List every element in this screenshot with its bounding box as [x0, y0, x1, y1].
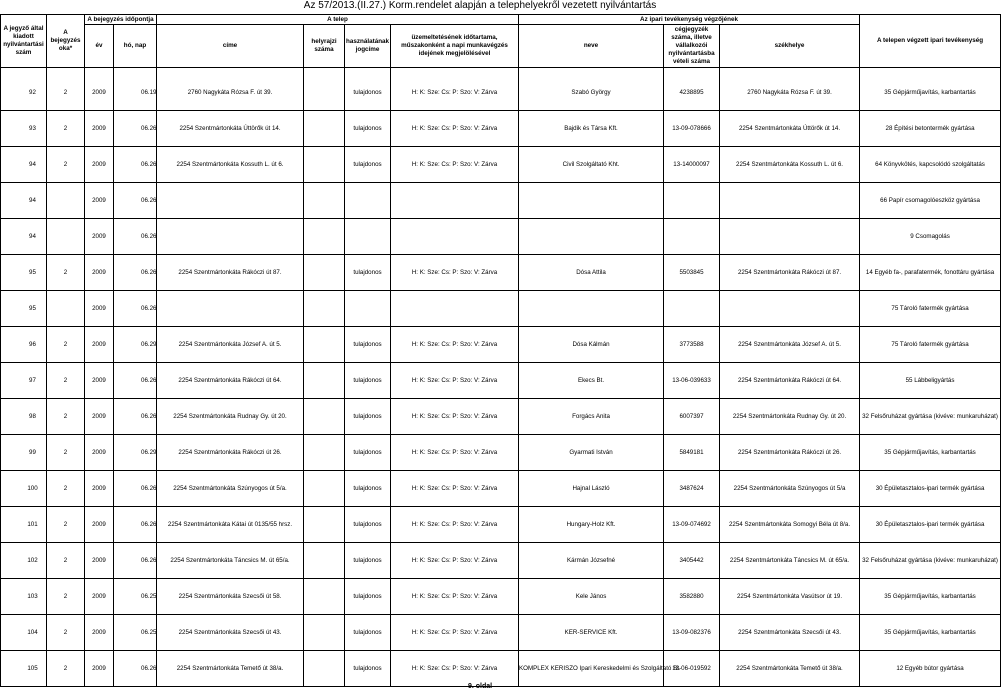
cell-hrsz — [304, 543, 345, 579]
cell-hrsz — [304, 183, 345, 219]
header-helyrajzi-szama: helyrajzi száma — [304, 25, 345, 68]
cell-tevekenyseg: 75 Tároló fatermék gyártása — [860, 291, 1001, 327]
cell-uzemeltetes: H: K: Sze: Cs: P: Szo: V: Zárva — [391, 651, 519, 687]
header-neve: neve — [519, 25, 664, 68]
cell-ho-nap: 06.29 — [114, 327, 157, 363]
cell-uzemeltetes — [391, 291, 519, 327]
header-cime: címe — [157, 25, 304, 68]
table-row — [1, 435, 1001, 471]
cell-szekhely: 2254 Szentmártonkáta Úttörők út 14. — [720, 111, 860, 147]
cell-oka: 2 — [47, 363, 85, 399]
cell-uzemeltetes: H: K: Sze: Cs: P: Szo: V: Zárva — [391, 255, 519, 291]
cell-oka: 2 — [47, 111, 85, 147]
cell-szam: 100 — [1, 471, 47, 507]
cell-cegjegyzek: 4238895 — [664, 75, 720, 111]
cell-cegjegyzek: 13-14000097 — [664, 147, 720, 183]
cell-jogcim: tulajdonos — [345, 75, 391, 111]
cell-oka: 2 — [47, 327, 85, 363]
cell-neve: Ekecs Bt. — [519, 363, 664, 399]
cell-hrsz — [304, 111, 345, 147]
cell-tevekenyseg: 35 Gépjárműjavítás, karbantartás — [860, 75, 1001, 111]
header-cegjegyzek: cégjegyzék száma, illetve vállalkozói nyilvántartásba vételi száma — [664, 25, 720, 68]
cell-szam: 102 — [1, 543, 47, 579]
cell-uzemeltetes — [391, 219, 519, 255]
cell-szekhely: 2254 Szentmártonkáta Rákóczi út 26. — [720, 435, 860, 471]
cell-neve: Hungary-Holz Kft. — [519, 507, 664, 543]
cell-cegjegyzek: 3487624 — [664, 471, 720, 507]
cell-ho-nap: 06.26 — [114, 543, 157, 579]
cell-cegjegyzek: 13-09-074692 — [664, 507, 720, 543]
cell-hrsz — [304, 471, 345, 507]
cell-hrsz — [304, 255, 345, 291]
table-row — [1, 543, 1001, 579]
cell-neve: Szabó György — [519, 75, 664, 111]
cell-cime: 2254 Szentmártonkáta Rákóczi út 87. — [157, 255, 304, 291]
cell-ho-nap: 06.26 — [114, 651, 157, 687]
cell-jogcim: tulajdonos — [345, 579, 391, 615]
cell-szekhely: 2760 Nagykáta Rózsa F. út 39. — [720, 75, 860, 111]
cell-szekhely: 2254 Szentmártonkáta Rákóczi út 87. — [720, 255, 860, 291]
cell-oka: 2 — [47, 255, 85, 291]
cell-tevekenyseg: 32 Felsőruházat gyártása (kivéve: munkaruházat) — [860, 543, 1001, 579]
header-ipari-tevekenyseg-vegzoje: Az ipari tevékenység végzőjének — [519, 15, 860, 25]
cell-cime: 2254 Szentmártonkáta Kátai út 0135/55 hrsz. — [157, 507, 304, 543]
cell-szam: 96 — [1, 327, 47, 363]
cell-cime — [157, 183, 304, 219]
header-row-1 — [1, 15, 1001, 25]
table-row — [1, 507, 1001, 543]
cell-cime: 2254 Szentmártonkáta Rákóczi út 64. — [157, 363, 304, 399]
cell-uzemeltetes: H: K: Sze: Cs: P: Szo: V: Zárva — [391, 363, 519, 399]
cell-cegjegyzek: 13-09-082376 — [664, 615, 720, 651]
cell-ho-nap: 06.25 — [114, 615, 157, 651]
cell-cime: 2254 Szentmártonkáta Szúnyogos út 5/a. — [157, 471, 304, 507]
cell-jogcim: tulajdonos — [345, 363, 391, 399]
cell-neve: Gyarmati István — [519, 435, 664, 471]
table-row — [1, 651, 1001, 687]
cell-uzemeltetes: H: K: Sze: Cs: P: Szo: V: Zárva — [391, 471, 519, 507]
cell-szam: 95 — [1, 291, 47, 327]
cell-ho-nap: 06.26 — [114, 255, 157, 291]
cell-uzemeltetes: H: K: Sze: Cs: P: Szo: V: Zárva — [391, 435, 519, 471]
cell-oka: 2 — [47, 471, 85, 507]
header-szekhelye: székhelye — [720, 25, 860, 68]
cell-neve: KER-SERVICE Kft. — [519, 615, 664, 651]
table-row — [1, 579, 1001, 615]
cell-szam: 94 — [1, 147, 47, 183]
cell-uzemeltetes: H: K: Sze: Cs: P: Szo: V: Zárva — [391, 579, 519, 615]
cell-hrsz — [304, 651, 345, 687]
header-ev: év — [85, 25, 114, 68]
cell-ho-nap: 06.26 — [114, 471, 157, 507]
cell-cime: 2254 Szentmártonkáta Szecsői út 43. — [157, 615, 304, 651]
cell-ev: 2009 — [85, 651, 114, 687]
cell-neve: Dósa Kálmán — [519, 327, 664, 363]
header-bejegyzes-idopontja: A bejegyzés időpontja — [85, 15, 157, 25]
cell-szam: 101 — [1, 507, 47, 543]
cell-szekhely: 2254 Szentmártonkáta Rákóczi út 64. — [720, 363, 860, 399]
cell-neve — [519, 291, 664, 327]
cell-neve: Bajdik és Társa Kft. — [519, 111, 664, 147]
cell-oka: 2 — [47, 147, 85, 183]
cell-uzemeltetes: H: K: Sze: Cs: P: Szo: V: Zárva — [391, 327, 519, 363]
header-telep: A telep — [157, 15, 519, 25]
table-row — [1, 615, 1001, 651]
cell-tevekenyseg: 55 Lábbeligyártás — [860, 363, 1001, 399]
cell-szekhely: 2254 Szentmártonkáta Szúnyogos út 5/a — [720, 471, 860, 507]
cell-hrsz — [304, 363, 345, 399]
cell-szam: 94 — [1, 219, 47, 255]
cell-ev: 2009 — [85, 615, 114, 651]
cell-hrsz — [304, 399, 345, 435]
cell-ev: 2009 — [85, 111, 114, 147]
cell-ev: 2009 — [85, 435, 114, 471]
cell-cime: 2254 Szentmártonkáta Szecsői út 58. — [157, 579, 304, 615]
cell-jogcim: tulajdonos — [345, 147, 391, 183]
table-row — [1, 363, 1001, 399]
cell-oka — [47, 291, 85, 327]
header-uzemeltetes: üzemeltetésének időtartama, műszakonként a napi munkavégzés idejének megjelölésével — [391, 25, 519, 68]
cell-szekhely: 2254 Szentmártonkáta Kossuth L. út 6. — [720, 147, 860, 183]
cell-cime — [157, 219, 304, 255]
table-row — [1, 75, 1001, 111]
header-hasznalat-jogcime: használatának jogcíme — [345, 25, 391, 68]
cell-ev: 2009 — [85, 75, 114, 111]
cell-jogcim: tulajdonos — [345, 327, 391, 363]
cell-jogcim: tulajdonos — [345, 651, 391, 687]
cell-hrsz — [304, 435, 345, 471]
cell-ev: 2009 — [85, 507, 114, 543]
cell-cegjegyzek — [664, 183, 720, 219]
cell-cegjegyzek: 3773588 — [664, 327, 720, 363]
cell-ev: 2009 — [85, 327, 114, 363]
cell-jogcim: tulajdonos — [345, 543, 391, 579]
cell-cegjegyzek: 13-06-039633 — [664, 363, 720, 399]
cell-oka: 2 — [47, 615, 85, 651]
table-row — [1, 471, 1001, 507]
cell-uzemeltetes: H: K: Sze: Cs: P: Szo: V: Zárva — [391, 399, 519, 435]
cell-oka: 2 — [47, 75, 85, 111]
page-number: 9. oldal — [467, 683, 493, 690]
cell-ev: 2009 — [85, 219, 114, 255]
cell-jogcim: tulajdonos — [345, 507, 391, 543]
cell-oka: 2 — [47, 579, 85, 615]
table-row — [1, 183, 1001, 219]
cell-ho-nap: 06.26 — [114, 291, 157, 327]
cell-oka — [47, 219, 85, 255]
cell-cegjegyzek — [664, 219, 720, 255]
cell-tevekenyseg: 12 Egyéb bútor gyártása — [860, 651, 1001, 687]
cell-tevekenyseg: 35 Gépjárműjavítás, karbantartás — [860, 579, 1001, 615]
cell-cime: 2254 Szentmártonkáta Rudnay Gy. út 20. — [157, 399, 304, 435]
cell-szam: 93 — [1, 111, 47, 147]
cell-szam: 99 — [1, 435, 47, 471]
cell-jogcim: tulajdonos — [345, 435, 391, 471]
table-row — [1, 327, 1001, 363]
cell-szam: 105 — [1, 651, 47, 687]
header-row-2 — [1, 25, 1001, 68]
cell-tevekenyseg: 35 Gépjárműjavítás, karbantartás — [860, 615, 1001, 651]
cell-ho-nap: 06.26 — [114, 219, 157, 255]
cell-ev: 2009 — [85, 183, 114, 219]
cell-ho-nap: 06.26 — [114, 183, 157, 219]
cell-szekhely: 2254 Szentmártonkáta Rudnay Gy. út 20. — [720, 399, 860, 435]
cell-cegjegyzek: 5849181 — [664, 435, 720, 471]
cell-szekhely: 2254 Szentmártonkáta József A. út 5. — [720, 327, 860, 363]
cell-szam: 95 — [1, 255, 47, 291]
cell-jogcim: tulajdonos — [345, 471, 391, 507]
cell-hrsz — [304, 147, 345, 183]
cell-cegjegyzek: 13-09-078666 — [664, 111, 720, 147]
cell-szam: 103 — [1, 579, 47, 615]
cell-neve: Hajnal László — [519, 471, 664, 507]
cell-tevekenyseg: 75 Tároló fatermék gyártása — [860, 327, 1001, 363]
cell-tevekenyseg: 32 Felsőruházat gyártása (kivéve: munkaruházat) — [860, 399, 1001, 435]
cell-oka: 2 — [47, 399, 85, 435]
cell-tevekenyseg: 35 Gépjárműjavítás, karbantartás — [860, 435, 1001, 471]
cell-hrsz — [304, 579, 345, 615]
cell-tevekenyseg: 9 Csomagolás — [860, 219, 1001, 255]
table-row — [1, 147, 1001, 183]
cell-szam: 92 — [1, 75, 47, 111]
cell-uzemeltetes: H: K: Sze: Cs: P: Szo: V: Zárva — [391, 543, 519, 579]
cell-neve: Kármán Józsefné — [519, 543, 664, 579]
cell-uzemeltetes — [391, 183, 519, 219]
cell-tevekenyseg: 14 Egyéb fa-, parafatermék, fonottáru gyártása — [860, 255, 1001, 291]
cell-tevekenyseg: 30 Épületasztalos-ipari termék gyártása — [860, 471, 1001, 507]
cell-ho-nap: 06.29 — [114, 435, 157, 471]
cell-hrsz — [304, 291, 345, 327]
cell-szekhely — [720, 291, 860, 327]
header-ho-nap: hó, nap — [114, 25, 157, 68]
cell-neve — [519, 219, 664, 255]
cell-ev: 2009 — [85, 291, 114, 327]
cell-cegjegyzek: 6007397 — [664, 399, 720, 435]
cell-neve: KOMPLEX KERISZO Ipari Kereskedelmi és Szolgáltató Bt. — [519, 651, 664, 687]
cell-ev: 2009 — [85, 543, 114, 579]
cell-cegjegyzek: 3405442 — [664, 543, 720, 579]
header-jegyzo-szam: A jegyző által kiadott nyilvántartási szám — [1, 15, 47, 68]
cell-jogcim: tulajdonos — [345, 615, 391, 651]
cell-szekhely — [720, 183, 860, 219]
cell-ev: 2009 — [85, 147, 114, 183]
document-title: Az 57/2013.(II.27.) Korm.rendelet alapján a telephelyekről vezetett nyilvántartás — [303, 0, 657, 11]
cell-hrsz — [304, 327, 345, 363]
cell-neve: Civil Szolgáltató Kht. — [519, 147, 664, 183]
table-row — [1, 111, 1001, 147]
table-row — [1, 291, 1001, 327]
register-table — [0, 14, 1001, 687]
cell-ev: 2009 — [85, 363, 114, 399]
cell-szekhely — [720, 219, 860, 255]
cell-ev: 2009 — [85, 579, 114, 615]
cell-ho-nap: 06.25 — [114, 579, 157, 615]
cell-hrsz — [304, 219, 345, 255]
cell-tevekenyseg: 30 Épületasztalos-ipari termék gyártása — [860, 507, 1001, 543]
cell-ev: 2009 — [85, 255, 114, 291]
cell-szekhely: 2254 Szentmártonkáta Táncsics M. út 65/a. — [720, 543, 860, 579]
cell-szekhely: 2254 Szentmártonkáta Szecsői út 43. — [720, 615, 860, 651]
cell-uzemeltetes: H: K: Sze: Cs: P: Szo: V: Zárva — [391, 111, 519, 147]
cell-oka: 2 — [47, 435, 85, 471]
cell-tevekenyseg: 66 Papír csomagolóeszköz gyártása — [860, 183, 1001, 219]
cell-jogcim: tulajdonos — [345, 399, 391, 435]
header-spacer-row — [1, 68, 1001, 76]
cell-neve: Dósa Attila — [519, 255, 664, 291]
cell-ho-nap: 06.19 — [114, 75, 157, 111]
cell-szam: 94 — [1, 183, 47, 219]
cell-tevekenyseg: 64 Könyvkötés, kapcsolódó szolgáltatás — [860, 147, 1001, 183]
cell-cegjegyzek: 13-06-019592 — [664, 651, 720, 687]
cell-cime — [157, 291, 304, 327]
cell-hrsz — [304, 507, 345, 543]
cell-cegjegyzek — [664, 291, 720, 327]
cell-oka: 2 — [47, 507, 85, 543]
cell-ev: 2009 — [85, 471, 114, 507]
header-telepen-vegzett-tevekenyseg: A telepen végzett ipari tevékenység — [860, 15, 1001, 68]
cell-hrsz — [304, 75, 345, 111]
cell-jogcim — [345, 291, 391, 327]
cell-cime: 2254 Szentmártonkáta Táncsics M. út 65/a. — [157, 543, 304, 579]
header-bejegyzes-oka: A bejegyzés oka* — [47, 15, 85, 68]
table-row — [1, 399, 1001, 435]
cell-jogcim — [345, 183, 391, 219]
cell-tevekenyseg: 28 Építési betontermék gyártása — [860, 111, 1001, 147]
cell-cime: 2254 Szentmártonkáta Úttörők út 14. — [157, 111, 304, 147]
cell-cegjegyzek: 3582880 — [664, 579, 720, 615]
cell-jogcim: tulajdonos — [345, 255, 391, 291]
cell-szekhely: 2254 Szentmártonkáta Somogyi Béla út 8/a. — [720, 507, 860, 543]
cell-oka — [47, 183, 85, 219]
cell-cime: 2254 Szentmártonkáta Temető út 38/a. — [157, 651, 304, 687]
cell-jogcim — [345, 219, 391, 255]
cell-uzemeltetes: H: K: Sze: Cs: P: Szo: V: Zárva — [391, 75, 519, 111]
cell-neve — [519, 183, 664, 219]
cell-szam: 98 — [1, 399, 47, 435]
cell-szam: 104 — [1, 615, 47, 651]
cell-uzemeltetes: H: K: Sze: Cs: P: Szo: V: Zárva — [391, 507, 519, 543]
cell-szekhely: 2254 Szentmártonkáta Temető út 38/a. — [720, 651, 860, 687]
cell-ho-nap: 06.26 — [114, 363, 157, 399]
cell-cegjegyzek: 5503845 — [664, 255, 720, 291]
cell-ev: 2009 — [85, 399, 114, 435]
cell-ho-nap: 06.26 — [114, 111, 157, 147]
cell-cime: 2760 Nagykáta Rózsa F. út 39. — [157, 75, 304, 111]
cell-cime: 2254 Szentmártonkáta Rákóczi út 26. — [157, 435, 304, 471]
cell-jogcim: tulajdonos — [345, 111, 391, 147]
cell-uzemeltetes: H: K: Sze: Cs: P: Szo: V: Zárva — [391, 615, 519, 651]
cell-ho-nap: 06.26 — [114, 507, 157, 543]
cell-neve: Kele János — [519, 579, 664, 615]
cell-cime: 2254 Szentmártonkáta József A. út 5. — [157, 327, 304, 363]
cell-ho-nap: 06.26 — [114, 399, 157, 435]
cell-ho-nap: 06.26 — [114, 147, 157, 183]
table-row — [1, 255, 1001, 291]
cell-szam: 97 — [1, 363, 47, 399]
cell-oka: 2 — [47, 543, 85, 579]
cell-hrsz — [304, 615, 345, 651]
table-row — [1, 219, 1001, 255]
cell-uzemeltetes: H: K: Sze: Cs: P: Szo: V: Zárva — [391, 147, 519, 183]
cell-cime: 2254 Szentmártonkáta Kossuth L. út 6. — [157, 147, 304, 183]
cell-szekhely: 2254 Szentmártonkáta Vasútsor út 19. — [720, 579, 860, 615]
cell-oka: 2 — [47, 651, 85, 687]
cell-neve: Forgács Anita — [519, 399, 664, 435]
